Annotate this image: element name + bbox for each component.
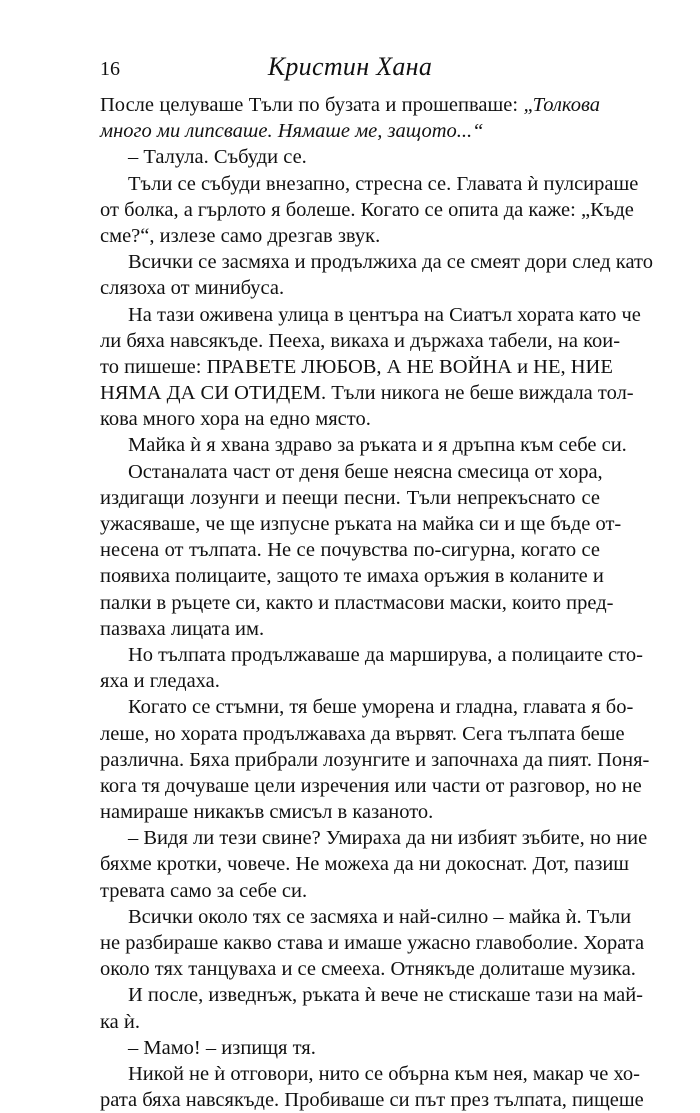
text-line-roman: не разбираше какво става и имаше ужасно главоболие. Хората [100,932,645,954]
text-line-roman: Майка ѝ я хвана здраво за ръката и я дръпна към себе си. [128,434,627,457]
text-line [100,563,604,589]
text-line [100,878,600,904]
text-line [100,616,600,642]
text-line [100,485,600,511]
text-line-roman: различна. Бяха прибрали лозунгите и започнаха да пият. Поня- [100,748,650,771]
text-line [100,328,621,354]
text-line-roman: несена от тълпата. Не се почувства по-сигурна, когато се [100,539,600,562]
text-line [100,590,614,616]
text-line-roman: Когато се стъмни, тя беше уморена и гладна, главата я бо- [128,696,634,719]
text-line-roman: кога тя дочуваше цели изречения или части от разговор, но не [100,774,642,797]
text-line-roman: слязоха от минибуса. [100,277,285,300]
text-line [100,773,642,799]
text-line [100,747,650,773]
text-line-roman: кова много хора на едно място. [100,408,371,431]
text-line-roman: И после, изведнъж, ръката ѝ вече не стискаше тази на май- [128,984,643,1007]
text-line [100,275,600,301]
text-line [100,406,600,432]
text-line [100,1035,600,1061]
text-line [100,432,627,458]
text-line [100,930,645,956]
text-line-roman: Тъли се събуди внезапно, стресна се. Главата ѝ пулсираше [128,172,639,195]
text-line-roman: пазваха лицата им. [100,617,265,640]
text-line [100,721,625,747]
text-line-roman: Всички се засмяха и продължиха да се смеят дори след като [128,251,653,274]
text-line-roman: После целуваше Тъли по бузата и прошепваше: [100,94,524,116]
text-line-roman: – Видя ли тези свине? Умираха да ни избият зъбите, но ние [128,827,648,850]
text-line-roman: Но тълпата продължаваше да марширува, а полицаите сто- [128,643,643,666]
text-line [100,92,600,118]
text-line [100,982,643,1008]
text-line [100,799,600,825]
text-line [100,1009,600,1035]
text-line [100,302,641,328]
text-line-roman: от болка, а гърлото я болеше. Когато се опита да каже: „Къде [100,198,634,221]
text-line [100,144,600,170]
text-line [100,694,634,720]
text-line [100,956,636,982]
text-line [100,1061,641,1087]
text-line-roman: появиха полицаите, защото те имаха оръжия в коланите и [100,565,604,588]
body-text [100,92,653,1113]
text-line [100,171,639,197]
text-line [100,197,634,223]
text-line-roman: ужасяваше, че ще изпусне ръката на майка си и ще бъде от- [100,513,622,535]
running-title: Кристин Хана [267,52,433,81]
text-line-roman: яха и гледаха. [100,670,220,693]
text-line-roman: НЯМА ДА СИ ОТИДЕМ. Тъли никога не беше виждала тол- [100,382,634,405]
text-line [100,642,643,668]
text-line-italic: много ми липсваше. Нямаше ме, защото...“ [100,120,484,143]
text-line-roman: бяхме кротки, човече. Не можеха да ни докоснат. Дот, пазиш [100,853,630,876]
text-line [100,354,613,380]
text-line-roman: ка ѝ. [100,1010,140,1033]
text-line-roman: ли бяха навсякъде. Пееха, викаха и държаха табели, на кои- [100,329,621,352]
text-line [100,537,600,563]
text-line-roman: На тази оживена улица в центъра на Сиатъл хората като че [128,303,641,326]
text-line-roman: около тях танцуваха и се смееха. Отнякъде долиташе музика. [100,958,636,981]
text-line [100,1087,644,1113]
text-line-italic: „Толкова [523,94,600,116]
text-line [100,118,600,144]
text-line [100,511,622,537]
text-line-roman: тревата само за себе си. [100,879,308,902]
text-line-roman: Останалата част от деня беше неясна смесица от хора, [128,460,603,483]
text-line-roman: Всички около тях се засмяха и най-силно – майка ѝ. Тъли [128,905,632,928]
text-line [100,249,653,275]
text-line [100,851,630,877]
book-page [100,46,653,1113]
text-line-roman: – Талула. Събуди се. [128,146,307,169]
page-header [100,46,600,86]
text-line-roman: рата бяха навсякъде. Пробиваше си път през тълпата, пищеше [100,1089,644,1112]
text-line-roman: Никой не ѝ отговори, нито се обърна към нея, макар че хо- [128,1062,641,1085]
text-line-roman: издигащи лозунги и пеещи песни. Тъли непрекъснато се [100,486,600,509]
text-line [100,459,603,485]
text-line [100,223,600,249]
text-line-roman: намираше никакъв смисъл в казаното. [100,801,434,824]
text-line-roman: сме?“, излезе само дрезгав звук. [100,224,381,247]
text-line-roman: то пишеше: ПРАВЕТЕ ЛЮБОВ, А НЕ ВОЙНА и НЕ, НИЕ [100,355,613,378]
text-line [100,825,648,851]
page-number: 16 [100,58,120,80]
text-line-roman: леше, но хората продължаваха да вървят. Сега тълпата беше [100,722,625,745]
text-line [100,668,600,694]
text-line [100,904,632,930]
text-line-roman: палки в ръцете си, както и пластмасови маски, които пред- [100,591,614,614]
text-line-roman: – Мамо! – изпищя тя. [128,1036,316,1059]
text-line [100,380,634,406]
